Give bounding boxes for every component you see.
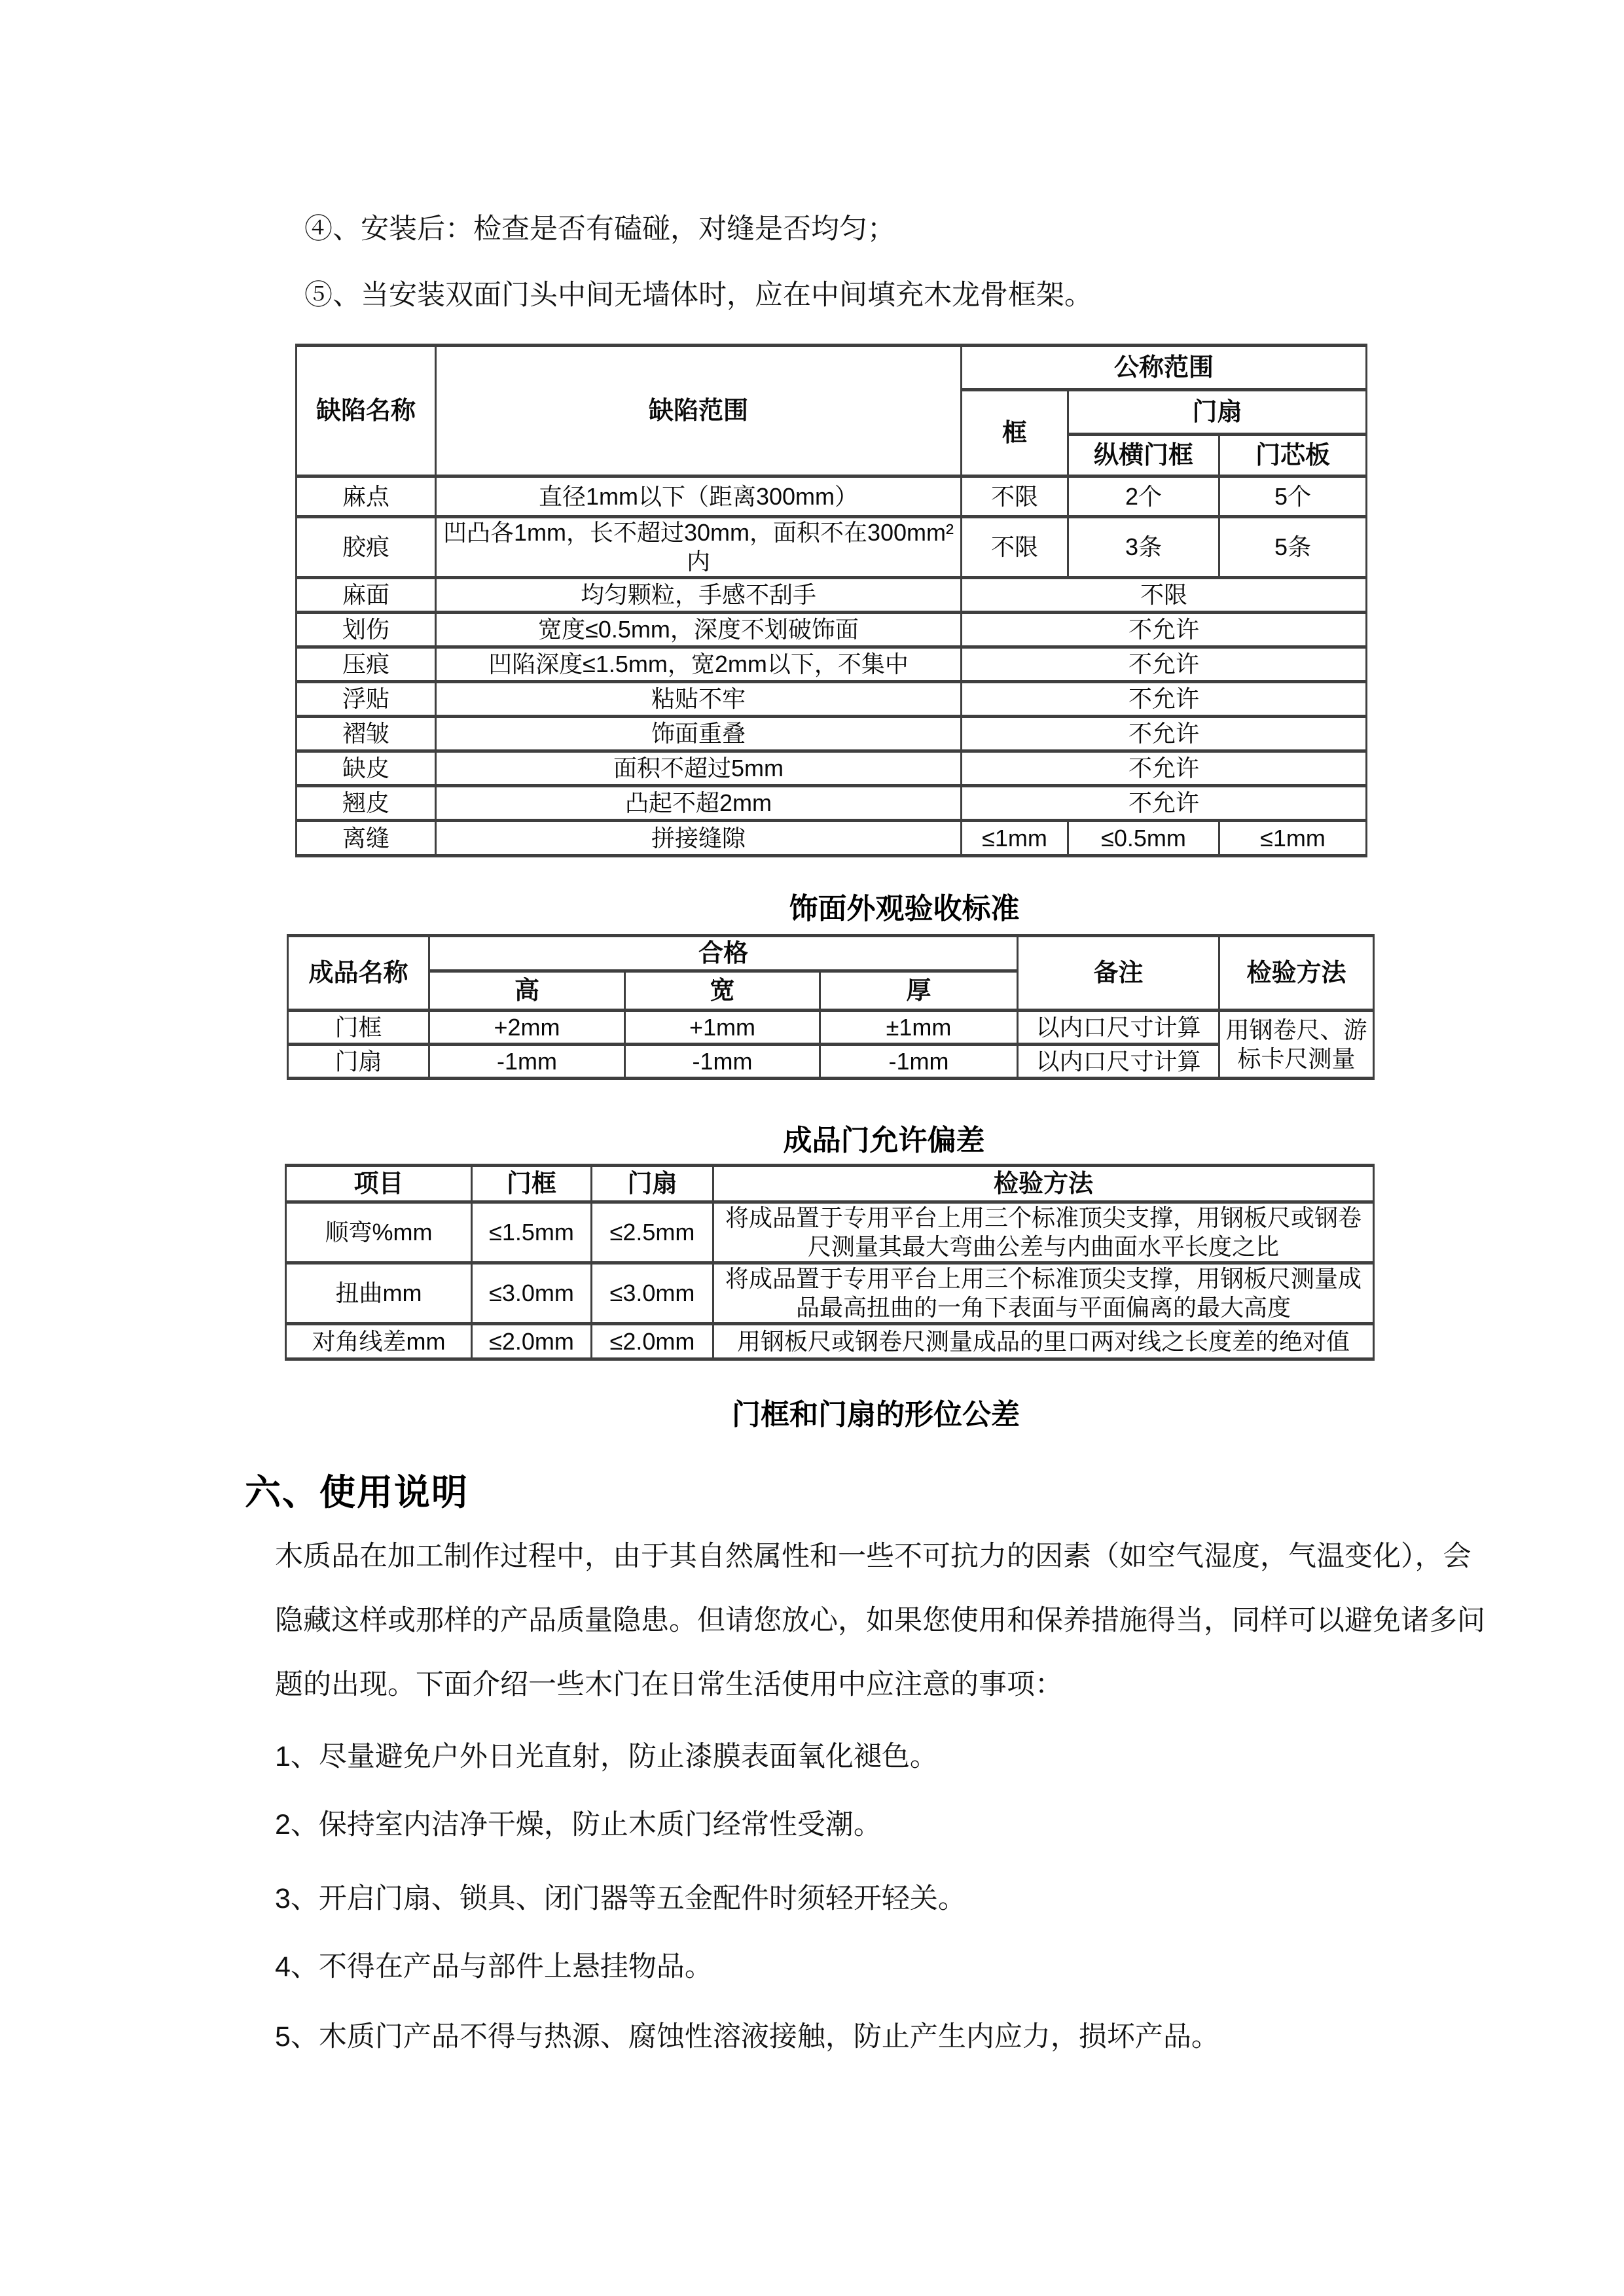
table-row xyxy=(297,578,1367,613)
defect-core-limit: 5个 xyxy=(1219,476,1367,517)
table-row xyxy=(288,1045,1374,1079)
usage-section-heading: 六、使用说明 xyxy=(245,1472,469,1513)
form-leaf-limit: ≤3.0mm xyxy=(592,1263,713,1324)
defect-range: 宽度≤0.5mm，深度不划破饰面 xyxy=(436,613,962,647)
defect-name: 翘皮 xyxy=(297,786,436,821)
defect-all-limit: 不允许 xyxy=(962,682,1367,717)
tolerance-header-width: 宽 xyxy=(625,971,820,1011)
defect-range: 直径1mm以下（距离300mm） xyxy=(436,476,962,517)
defect-name: 浮贴 xyxy=(297,682,436,717)
usage-paragraph-line: 题的出现。下面介绍一些木门在日常生活使用中应注意的事项： xyxy=(275,1669,1063,1700)
defect-range: 凹陷深度≤1.5mm，宽2mm以下，不集中 xyxy=(436,647,962,682)
defect-all-limit: 不允许 xyxy=(962,751,1367,786)
form-header-item: 项目 xyxy=(286,1166,472,1202)
form-frame-limit: ≤2.0mm xyxy=(472,1324,592,1359)
table-row xyxy=(297,786,1367,821)
defects-header-range: 缺陷范围 xyxy=(436,346,962,476)
form-header-method: 检验方法 xyxy=(713,1166,1374,1202)
product-name: 门扇 xyxy=(288,1045,429,1079)
usage-tip-item: 3、开启门扇、锁具、闭门器等五金配件时须轻开轻关。 xyxy=(275,1883,966,1914)
defect-name: 划伤 xyxy=(297,613,436,647)
defect-range: 拼接缝隙 xyxy=(436,821,962,856)
defect-all-limit: 不限 xyxy=(962,578,1367,613)
defect-name: 压痕 xyxy=(297,647,436,682)
form-frame-limit: ≤1.5mm xyxy=(472,1202,592,1263)
defect-all-limit: 不允许 xyxy=(962,786,1367,821)
form-frame-limit: ≤3.0mm xyxy=(472,1263,592,1324)
form-item: 顺弯%mm xyxy=(286,1202,472,1263)
install-note-item-4: ④、安装后：检查是否有磕碰，对缝是否均匀； xyxy=(304,213,895,245)
tolerance-header-thickness: 厚 xyxy=(820,971,1018,1011)
usage-paragraph-line: 木质品在加工制作过程中，由于其自然属性和一些不可抗力的因素（如空气湿度，气温变化），会 xyxy=(275,1541,1471,1572)
usage-tip-item: 1、尽量避免户外日光直射，防止漆膜表面氧化褪色。 xyxy=(275,1741,938,1772)
table-row xyxy=(297,821,1367,856)
tolerance-header-qualified: 合格 xyxy=(429,936,1018,971)
form-method: 将成品置于专用平台上用三个标准顶尖支撑，用钢板尺测量成品最高扭曲的一角下表面与平面偏离的最大高度 xyxy=(713,1263,1374,1324)
table-row xyxy=(297,517,1367,578)
defect-name: 麻面 xyxy=(297,578,436,613)
defect-name: 胶痕 xyxy=(297,517,436,578)
tolerance-thickness: -1mm xyxy=(820,1045,1018,1079)
defect-all-limit: 不允许 xyxy=(962,717,1367,751)
defects-header-door-leaf: 门扇 xyxy=(1068,390,1367,435)
table-row xyxy=(297,751,1367,786)
form-leaf-limit: ≤2.5mm xyxy=(592,1202,713,1263)
form-tolerance-table-caption: 门框和门扇的形位公差 xyxy=(732,1399,1020,1431)
defects-header-nominal-range: 公称范围 xyxy=(962,346,1367,390)
form-method: 将成品置于专用平台上用三个标准顶尖支撑，用钢板尺或钢卷尺测量其最大弯曲公差与内曲面水平长度之比 xyxy=(713,1202,1374,1263)
form-header-frame: 门框 xyxy=(472,1166,592,1202)
tolerance-header-height: 高 xyxy=(429,971,625,1011)
install-note-item-5: ⑤、当安装双面门头中间无墙体时，应在中间填充木龙骨框架。 xyxy=(304,279,1092,311)
defects-header-core-panel: 门芯板 xyxy=(1219,435,1367,476)
form-item: 对角线差mm xyxy=(286,1324,472,1359)
product-name: 门框 xyxy=(288,1011,429,1045)
defects-header-name: 缺陷名称 xyxy=(297,346,436,476)
defect-name: 缺皮 xyxy=(297,751,436,786)
defect-range: 凹凸各1mm，长不超过30mm，面积不在300mm²内 xyxy=(436,517,962,578)
table-row xyxy=(297,476,1367,517)
tolerance-thickness: ±1mm xyxy=(820,1011,1018,1045)
tolerance-method: 用钢卷尺、游标卡尺测量 xyxy=(1219,1011,1374,1079)
form-leaf-limit: ≤2.0mm xyxy=(592,1324,713,1359)
usage-tip-item: 5、木质门产品不得与热源、腐蚀性溶液接触，防止产生内应力，损坏产品。 xyxy=(275,2021,1219,2053)
defect-frame-limit: 不限 xyxy=(962,517,1068,578)
tolerance-remark: 以内口尺寸计算 xyxy=(1018,1011,1219,1045)
form-tolerance-table xyxy=(285,1164,1375,1361)
table-row xyxy=(297,717,1367,751)
usage-tip-item: 2、保持室内洁净干燥，防止木质门经常性受潮。 xyxy=(275,1809,882,1840)
tolerance-width: +1mm xyxy=(625,1011,820,1045)
table-row xyxy=(286,1202,1374,1263)
form-header-leaf: 门扇 xyxy=(592,1166,713,1202)
defect-range: 均匀颗粒，手感不刮手 xyxy=(436,578,962,613)
form-method: 用钢板尺或钢卷尺测量成品的里口两对线之长度差的绝对值 xyxy=(713,1324,1374,1359)
defects-header-stile-rail: 纵横门框 xyxy=(1068,435,1219,476)
defect-frame-limit: 不限 xyxy=(962,476,1068,517)
defect-name: 离缝 xyxy=(297,821,436,856)
tolerance-table xyxy=(287,934,1375,1080)
table-row xyxy=(297,613,1367,647)
table-row xyxy=(297,647,1367,682)
tolerance-header-method: 检验方法 xyxy=(1219,936,1374,1011)
defects-header-frame: 框 xyxy=(962,390,1068,476)
defect-range: 面积不超过5mm xyxy=(436,751,962,786)
defect-core-limit: ≤1mm xyxy=(1219,821,1367,856)
defect-name: 褶皱 xyxy=(297,717,436,751)
defect-all-limit: 不允许 xyxy=(962,647,1367,682)
tolerance-height: -1mm xyxy=(429,1045,625,1079)
tolerance-remark: 以内口尺寸计算 xyxy=(1018,1045,1219,1079)
table-row xyxy=(288,1011,1374,1045)
usage-paragraph-line: 隐藏这样或那样的产品质量隐患。但请您放心，如果您使用和保养措施得当，同样可以避免诸多问 xyxy=(275,1605,1485,1636)
defect-stile-limit: 3条 xyxy=(1068,517,1219,578)
tolerance-header-remark: 备注 xyxy=(1018,936,1219,1011)
table-row xyxy=(286,1324,1374,1359)
tolerance-height: +2mm xyxy=(429,1011,625,1045)
defect-stile-limit: ≤0.5mm xyxy=(1068,821,1219,856)
defects-table xyxy=(295,344,1367,857)
defect-frame-limit: ≤1mm xyxy=(962,821,1068,856)
table-row xyxy=(286,1263,1374,1324)
defect-all-limit: 不允许 xyxy=(962,613,1367,647)
defect-range: 凸起不超2mm xyxy=(436,786,962,821)
usage-tip-item: 4、不得在产品与部件上悬挂物品。 xyxy=(275,1951,713,1982)
defect-name: 麻点 xyxy=(297,476,436,517)
defects-table-caption: 饰面外观验收标准 xyxy=(789,893,1020,925)
tolerance-table-caption: 成品门允许偏差 xyxy=(783,1124,985,1157)
defect-core-limit: 5条 xyxy=(1219,517,1367,578)
tolerance-width: -1mm xyxy=(625,1045,820,1079)
tolerance-header-product-name: 成品名称 xyxy=(288,936,429,1011)
defect-stile-limit: 2个 xyxy=(1068,476,1219,517)
defect-range: 粘贴不牢 xyxy=(436,682,962,717)
form-item: 扭曲mm xyxy=(286,1263,472,1324)
table-row xyxy=(297,682,1367,717)
defect-range: 饰面重叠 xyxy=(436,717,962,751)
